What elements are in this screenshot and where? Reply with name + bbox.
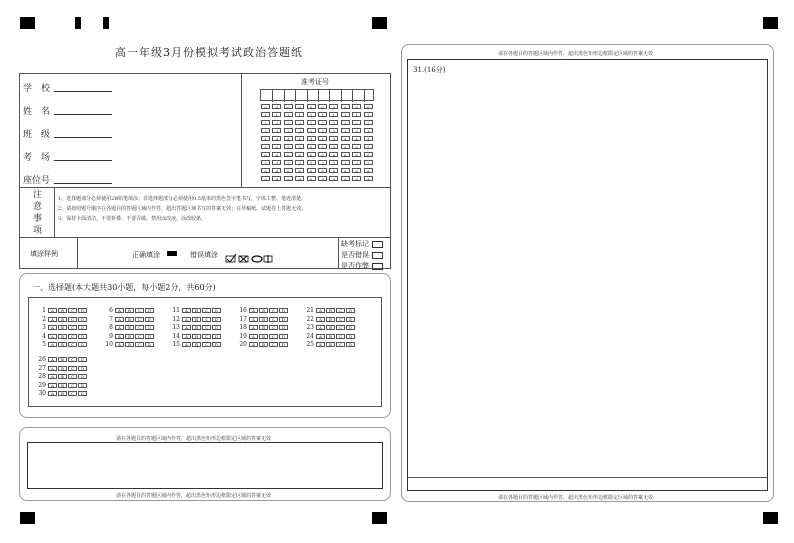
question-16: 16 A B C D bbox=[238, 307, 289, 314]
exam-digit-bubble[interactable]: 7 bbox=[364, 160, 373, 165]
exam-digit-bubble[interactable]: 6 bbox=[352, 152, 361, 157]
option-d-bubble[interactable]: D bbox=[346, 334, 355, 339]
option-d-bubble[interactable]: D bbox=[346, 308, 355, 313]
option-c-bubble[interactable]: C bbox=[336, 334, 345, 339]
question-29: 29 A B C D bbox=[37, 382, 88, 389]
option-d-bubble[interactable]: D bbox=[279, 342, 288, 347]
exam-digit-bubble[interactable]: 1 bbox=[364, 112, 373, 117]
answer-box[interactable] bbox=[27, 442, 383, 489]
exam-digit-bubble[interactable]: 0 bbox=[318, 104, 327, 109]
option-c-bubble[interactable]: C bbox=[68, 391, 77, 396]
option-a-bubble[interactable]: A bbox=[48, 366, 57, 371]
exam-digit-bubble[interactable]: 8 bbox=[284, 168, 293, 173]
option-d-bubble[interactable]: D bbox=[78, 334, 87, 339]
question-19: 19 A B C D bbox=[238, 333, 289, 340]
answer-area-right bbox=[401, 44, 774, 502]
exam-digit-bubble[interactable]: 3 bbox=[364, 128, 373, 133]
exam-digit-bubble[interactable]: 6 bbox=[284, 152, 293, 157]
option-c-bubble[interactable]: C bbox=[336, 308, 345, 313]
option-b-bubble[interactable]: B bbox=[192, 325, 201, 330]
option-a-bubble[interactable]: A bbox=[316, 325, 325, 330]
option-d-bubble[interactable]: D bbox=[145, 342, 154, 347]
exam-digit-bubble[interactable]: 2 bbox=[307, 120, 316, 125]
exam-digit-bubble[interactable]: 5 bbox=[329, 144, 338, 149]
option-c-bubble[interactable]: C bbox=[269, 325, 278, 330]
info-box bbox=[19, 73, 391, 269]
option-c-bubble[interactable]: C bbox=[68, 308, 77, 313]
option-a-bubble[interactable]: A bbox=[115, 308, 124, 313]
exam-digit-bubble[interactable]: 2 bbox=[352, 120, 361, 125]
option-d-bubble[interactable]: D bbox=[212, 342, 221, 347]
option-b-bubble[interactable]: B bbox=[192, 334, 201, 339]
exam-digit-bubble[interactable]: 2 bbox=[364, 120, 373, 125]
area-notice-top: 请在各题目的答题区域内作答，超出黑色矩形边框限定区域的答案无效 bbox=[116, 436, 272, 442]
choice-section bbox=[19, 273, 391, 418]
exam-digit-bubble[interactable]: 1 bbox=[329, 112, 338, 117]
correct-fill-icon bbox=[167, 251, 177, 256]
option-a-bubble[interactable]: A bbox=[182, 308, 191, 313]
exam-digit-bubble[interactable]: 3 bbox=[352, 128, 361, 133]
option-c-bubble[interactable]: C bbox=[68, 342, 77, 347]
option-a-bubble[interactable]: A bbox=[48, 374, 57, 379]
option-c-bubble[interactable]: C bbox=[202, 342, 211, 347]
option-a-bubble[interactable]: A bbox=[316, 317, 325, 322]
exam-digit-bubble[interactable]: 5 bbox=[364, 144, 373, 149]
option-d-bubble[interactable]: D bbox=[78, 308, 87, 313]
option-d-bubble[interactable]: D bbox=[78, 391, 87, 396]
option-a-bubble[interactable]: A bbox=[48, 308, 57, 313]
question-7: 7 A B C D bbox=[104, 316, 155, 323]
option-c-bubble[interactable]: C bbox=[68, 325, 77, 330]
exam-digit-bubble[interactable]: 2 bbox=[318, 120, 327, 125]
exam-digit-bubble[interactable]: 4 bbox=[364, 136, 373, 141]
question31-label: 31.(16分) bbox=[413, 66, 446, 74]
question-20: 20 A B C D bbox=[238, 341, 289, 348]
option-b-bubble[interactable]: B bbox=[259, 334, 268, 339]
question-6: 6 A B C D bbox=[104, 307, 155, 314]
exam-digit-bubble[interactable]: 1 bbox=[284, 112, 293, 117]
answer-area-left bbox=[19, 427, 391, 501]
option-c-bubble[interactable]: C bbox=[68, 334, 77, 339]
exam-digit-bubble[interactable]: 2 bbox=[329, 120, 338, 125]
seat-field[interactable] bbox=[54, 183, 112, 184]
question-14: 14 A B C D bbox=[171, 333, 222, 340]
option-c-bubble[interactable]: C bbox=[202, 325, 211, 330]
question-21: 21 A B C D bbox=[305, 307, 356, 314]
exam-digit-bubble[interactable]: 1 bbox=[307, 112, 316, 117]
option-c-bubble[interactable]: C bbox=[68, 357, 77, 362]
exam-digit-bubble[interactable]: 0 bbox=[364, 104, 373, 109]
option-a-bubble[interactable]: A bbox=[316, 308, 325, 313]
absent-mark[interactable]: 缺考标记 bbox=[341, 239, 383, 249]
option-c-bubble[interactable]: C bbox=[135, 325, 144, 330]
exam-digit-bubble[interactable]: 1 bbox=[261, 112, 270, 117]
option-d-bubble[interactable]: D bbox=[212, 317, 221, 322]
option-d-bubble[interactable]: D bbox=[279, 317, 288, 322]
exam-digit-bubble[interactable]: 8 bbox=[341, 168, 350, 173]
question-25: 25 A B C D bbox=[305, 341, 356, 348]
option-b-bubble[interactable]: B bbox=[125, 325, 134, 330]
right-notice-bottom: 请在各题目的答题区域内作答，超出黑色矩形边框限定区域的答案无效 bbox=[498, 495, 654, 501]
cheat-mark[interactable]: 是否作弊 bbox=[341, 261, 383, 271]
exam-digit-bubble[interactable]: 1 bbox=[341, 112, 350, 117]
option-c-bubble[interactable]: C bbox=[202, 334, 211, 339]
name-label: 姓 名 bbox=[23, 107, 51, 117]
exam-digit-bubble[interactable]: 0 bbox=[352, 104, 361, 109]
exam-digit-bubble[interactable]: 6 bbox=[307, 152, 316, 157]
exam-digit-bubble[interactable]: 3 bbox=[329, 128, 338, 133]
correct-fill-label: 正确填涂 bbox=[132, 251, 160, 259]
exam-digit-bubble[interactable]: 5 bbox=[318, 144, 327, 149]
exam-digit-bubble[interactable]: 7 bbox=[329, 160, 338, 165]
exam-number-title: 准考证号 bbox=[301, 78, 329, 86]
exam-digit-bubble[interactable]: 6 bbox=[364, 152, 373, 157]
exam-digit-bubble[interactable]: 3 bbox=[318, 128, 327, 133]
exam-digit-bubble[interactable]: 9 bbox=[307, 176, 316, 181]
option-a-bubble[interactable]: A bbox=[48, 317, 57, 322]
option-a-bubble[interactable]: A bbox=[316, 342, 325, 347]
exam-digit-bubble[interactable]: 7 bbox=[307, 160, 316, 165]
exam-digit-bubble[interactable]: 4 bbox=[329, 136, 338, 141]
option-d-bubble[interactable]: D bbox=[145, 325, 154, 330]
question-11: 11 A B C D bbox=[171, 307, 222, 314]
option-b-bubble[interactable]: B bbox=[192, 308, 201, 313]
exam-digit-bubble[interactable]: 7 bbox=[318, 160, 327, 165]
exam-digit-bubble[interactable]: 2 bbox=[284, 120, 293, 125]
area-notice-bottom: 请在各题目的答题区域内作答，超出黑色矩形边框限定区域的答案无效 bbox=[116, 493, 272, 499]
question-28: 28 A B C D bbox=[37, 373, 88, 380]
exam-digit-bubble[interactable]: 9 bbox=[364, 176, 373, 181]
exam-digit-bubble[interactable]: 9 bbox=[295, 176, 304, 181]
name-field[interactable] bbox=[54, 114, 112, 115]
option-b-bubble[interactable]: B bbox=[58, 391, 67, 396]
exam-digit-bubble[interactable]: 9 bbox=[329, 176, 338, 181]
question-2: 2 A B C D bbox=[37, 316, 88, 323]
wrong-fill-label: 错误填涂 bbox=[190, 251, 218, 259]
alignment-mark bbox=[103, 17, 109, 29]
exam-digit-bubble[interactable]: 8 bbox=[329, 168, 338, 173]
exam-digit-bubble[interactable]: 4 bbox=[295, 136, 304, 141]
choice-section-title: 一、选择题(本大题共30小题，每小题2分，共60分) bbox=[32, 283, 216, 292]
option-b-bubble[interactable]: B bbox=[192, 342, 201, 347]
exam-digit-bubble[interactable]: 4 bbox=[284, 136, 293, 141]
option-c-bubble[interactable]: C bbox=[68, 366, 77, 371]
question-27: 27 A B C D bbox=[37, 365, 88, 372]
exam-digit-bubble[interactable]: 4 bbox=[307, 136, 316, 141]
exam-digit-bubble[interactable]: 7 bbox=[352, 160, 361, 165]
option-b-bubble[interactable]: B bbox=[125, 317, 134, 322]
option-b-bubble[interactable]: B bbox=[259, 308, 268, 313]
option-c-bubble[interactable]: C bbox=[336, 342, 345, 347]
option-a-bubble[interactable]: A bbox=[48, 391, 57, 396]
exam-digit-bubble[interactable]: 3 bbox=[341, 128, 350, 133]
exam-digit-bubble[interactable]: 2 bbox=[261, 120, 270, 125]
exam-digit-bubble[interactable]: 9 bbox=[261, 176, 270, 181]
question-13: 13 A B C D bbox=[171, 324, 222, 331]
question31-box[interactable] bbox=[407, 59, 768, 491]
alignment-mark bbox=[763, 512, 778, 524]
option-d-bubble[interactable]: D bbox=[78, 325, 87, 330]
question-3: 3 A B C D bbox=[37, 324, 88, 331]
exam-digit-bubble[interactable]: 8 bbox=[352, 168, 361, 173]
exam-digit-bubble[interactable]: 6 bbox=[272, 152, 281, 157]
exam-digit-bubble[interactable]: 0 bbox=[341, 104, 350, 109]
option-d-bubble[interactable]: D bbox=[279, 325, 288, 330]
question-17: 17 A B C D bbox=[238, 316, 289, 323]
exam-digit-bubble[interactable]: 5 bbox=[341, 144, 350, 149]
option-b-bubble[interactable]: B bbox=[58, 342, 67, 347]
option-d-bubble[interactable]: D bbox=[145, 334, 154, 339]
option-a-bubble[interactable]: A bbox=[115, 342, 124, 347]
option-a-bubble[interactable]: A bbox=[48, 383, 57, 388]
exam-digit-bubble[interactable]: 5 bbox=[284, 144, 293, 149]
alignment-mark bbox=[763, 17, 778, 29]
option-b-bubble[interactable]: B bbox=[259, 342, 268, 347]
option-a-bubble[interactable]: A bbox=[249, 317, 258, 322]
option-d-bubble[interactable]: D bbox=[78, 383, 87, 388]
option-d-bubble[interactable]: D bbox=[212, 308, 221, 313]
option-b-bubble[interactable]: B bbox=[58, 366, 67, 371]
option-b-bubble[interactable]: B bbox=[259, 325, 268, 330]
exam-digit-bubble[interactable]: 9 bbox=[284, 176, 293, 181]
option-c-bubble[interactable]: C bbox=[336, 325, 345, 330]
option-c-bubble[interactable]: C bbox=[336, 317, 345, 322]
option-b-bubble[interactable]: B bbox=[259, 317, 268, 322]
exam-digit-bubble[interactable]: 2 bbox=[341, 120, 350, 125]
option-b-bubble[interactable]: B bbox=[326, 325, 335, 330]
exam-digit-bubble[interactable]: 9 bbox=[352, 176, 361, 181]
exam-digit-bubble[interactable]: 1 bbox=[295, 112, 304, 117]
exam-digit-bubble[interactable]: 6 bbox=[329, 152, 338, 157]
question-30: 30 A B C D bbox=[37, 390, 88, 397]
exam-digit-bubble[interactable]: 0 bbox=[261, 104, 270, 109]
option-b-bubble[interactable]: B bbox=[58, 308, 67, 313]
exam-digit-bubble[interactable]: 2 bbox=[295, 120, 304, 125]
exam-digit-bubble[interactable]: 3 bbox=[295, 128, 304, 133]
option-a-bubble[interactable]: A bbox=[249, 308, 258, 313]
exam-number-grid[interactable] bbox=[260, 89, 374, 185]
option-a-bubble[interactable]: A bbox=[182, 342, 191, 347]
exam-digit-bubble[interactable]: 9 bbox=[272, 176, 281, 181]
exam-digit-bubble[interactable]: 1 bbox=[272, 112, 281, 117]
exam-digit-bubble[interactable]: 3 bbox=[284, 128, 293, 133]
option-c-bubble[interactable]: C bbox=[135, 334, 144, 339]
option-c-bubble[interactable]: C bbox=[68, 383, 77, 388]
option-a-bubble[interactable]: A bbox=[249, 342, 258, 347]
option-c-bubble[interactable]: C bbox=[135, 342, 144, 347]
option-b-bubble[interactable]: B bbox=[58, 317, 67, 322]
option-a-bubble[interactable]: A bbox=[115, 325, 124, 330]
exam-digit-bubble[interactable]: 6 bbox=[318, 152, 327, 157]
option-b-bubble[interactable]: B bbox=[58, 325, 67, 330]
question-4: 4 A B C D bbox=[37, 333, 88, 340]
option-a-bubble[interactable]: A bbox=[48, 342, 57, 347]
notice-label: 注 意 事 项 bbox=[33, 190, 43, 236]
option-c-bubble[interactable]: C bbox=[68, 317, 77, 322]
exam-digit-bubble[interactable]: 2 bbox=[272, 120, 281, 125]
exam-digit-bubble[interactable]: 8 bbox=[364, 168, 373, 173]
notice-item: 3、保持卡面清洁，不要折叠、不要弄破，禁用涂改液，涂改胶条。 bbox=[58, 216, 207, 222]
page-title: 高一年级3月份模拟考试政治答题纸 bbox=[115, 46, 303, 59]
question-8: 8 A B C D bbox=[104, 324, 155, 331]
option-c-bubble[interactable]: C bbox=[269, 317, 278, 322]
exam-digit-bubble[interactable]: 1 bbox=[352, 112, 361, 117]
question-26: 26 A B C D bbox=[37, 356, 88, 363]
question-23: 23 A B C D bbox=[305, 324, 356, 331]
right-notice-top: 请在各题目的答题区域内作答，超出黑色矩形边框限定区域的答案无效 bbox=[498, 51, 654, 57]
exam-digit-bubble[interactable]: 4 bbox=[261, 136, 270, 141]
option-b-bubble[interactable]: B bbox=[192, 317, 201, 322]
class-label: 班 级 bbox=[23, 130, 51, 140]
alignment-mark bbox=[20, 17, 35, 29]
notice-item: 2、请按照题号顺序在各题目的答题区域内作答，超出答题区域书写的答案无效；在草稿纸、试题卷上答题无效。 bbox=[58, 206, 307, 212]
exam-digit-bubble[interactable]: 3 bbox=[261, 128, 270, 133]
exam-digit-bubble[interactable]: 0 bbox=[307, 104, 316, 109]
option-b-bubble[interactable]: B bbox=[58, 357, 67, 362]
option-c-bubble[interactable]: C bbox=[135, 308, 144, 313]
exam-digit-bubble[interactable]: 5 bbox=[272, 144, 281, 149]
question-24: 24 A B C D bbox=[305, 333, 356, 340]
question-22: 22 A B C D bbox=[305, 316, 356, 323]
option-d-bubble[interactable]: D bbox=[78, 374, 87, 379]
class-field[interactable] bbox=[54, 137, 112, 138]
option-d-bubble[interactable]: D bbox=[78, 357, 87, 362]
exam-digit-bubble[interactable]: 0 bbox=[272, 104, 281, 109]
option-c-bubble[interactable]: C bbox=[202, 317, 211, 322]
exam-digit-bubble[interactable]: 9 bbox=[318, 176, 327, 181]
question-10: 10 A B C D bbox=[104, 341, 155, 348]
option-c-bubble[interactable]: C bbox=[269, 342, 278, 347]
option-c-bubble[interactable]: C bbox=[269, 308, 278, 313]
option-a-bubble[interactable]: A bbox=[316, 334, 325, 339]
exam-digit-bubble[interactable]: 7 bbox=[272, 160, 281, 165]
option-b-bubble[interactable]: B bbox=[58, 383, 67, 388]
question-18: 18 A B C D bbox=[238, 324, 289, 331]
school-field[interactable] bbox=[54, 91, 112, 92]
alignment-mark bbox=[372, 17, 387, 29]
option-c-bubble[interactable]: C bbox=[135, 317, 144, 322]
alignment-mark bbox=[372, 512, 387, 524]
option-a-bubble[interactable]: A bbox=[48, 325, 57, 330]
exam-digit-bubble[interactable]: 8 bbox=[295, 168, 304, 173]
exam-digit-bubble[interactable]: 8 bbox=[318, 168, 327, 173]
option-b-bubble[interactable]: B bbox=[326, 308, 335, 313]
option-d-bubble[interactable]: D bbox=[346, 342, 355, 347]
question-15: 15 A B C D bbox=[171, 341, 222, 348]
fill-sample-label: 填涂样例 bbox=[30, 250, 58, 258]
option-b-bubble[interactable]: B bbox=[326, 317, 335, 322]
exam-digit-bubble[interactable]: 5 bbox=[295, 144, 304, 149]
exam-digit-bubble[interactable]: 7 bbox=[341, 160, 350, 165]
option-d-bubble[interactable]: D bbox=[78, 317, 87, 322]
question-9: 9 A B C D bbox=[104, 333, 155, 340]
exam-digit-bubble[interactable]: 4 bbox=[318, 136, 327, 141]
option-b-bubble[interactable]: B bbox=[125, 308, 134, 313]
exam-digit-bubble[interactable]: 6 bbox=[261, 152, 270, 157]
option-b-bubble[interactable]: B bbox=[326, 342, 335, 347]
option-d-bubble[interactable]: D bbox=[212, 334, 221, 339]
exam-digit-bubble[interactable]: 0 bbox=[284, 104, 293, 109]
exam-digit-bubble[interactable]: 6 bbox=[295, 152, 304, 157]
exam-digit-bubble[interactable]: 7 bbox=[284, 160, 293, 165]
exam-digit-bubble[interactable]: 4 bbox=[341, 136, 350, 141]
exam-digit-bubble[interactable]: 8 bbox=[261, 168, 270, 173]
option-d-bubble[interactable]: D bbox=[346, 317, 355, 322]
question-1: 1 A B C D bbox=[37, 307, 88, 314]
option-c-bubble[interactable]: C bbox=[68, 374, 77, 379]
option-a-bubble[interactable]: A bbox=[115, 334, 124, 339]
option-a-bubble[interactable]: A bbox=[249, 334, 258, 339]
option-a-bubble[interactable]: A bbox=[249, 325, 258, 330]
room-field[interactable] bbox=[54, 160, 112, 161]
option-d-bubble[interactable]: D bbox=[78, 342, 87, 347]
exam-digit-bubble[interactable]: 1 bbox=[318, 112, 327, 117]
exam-digit-bubble[interactable]: 9 bbox=[341, 176, 350, 181]
exam-digit-bubble[interactable]: 4 bbox=[352, 136, 361, 141]
option-d-bubble[interactable]: D bbox=[279, 308, 288, 313]
question-5: 5 A B C D bbox=[37, 341, 88, 348]
option-d-bubble[interactable]: D bbox=[78, 366, 87, 371]
exam-digit-bubble[interactable]: 7 bbox=[261, 160, 270, 165]
option-c-bubble[interactable]: C bbox=[202, 308, 211, 313]
option-a-bubble[interactable]: A bbox=[182, 334, 191, 339]
option-d-bubble[interactable]: D bbox=[212, 325, 221, 330]
option-b-bubble[interactable]: B bbox=[326, 334, 335, 339]
exam-digit-bubble[interactable]: 7 bbox=[295, 160, 304, 165]
option-a-bubble[interactable]: A bbox=[115, 317, 124, 322]
error-mark[interactable]: 是否错误 bbox=[341, 250, 383, 260]
exam-digit-bubble[interactable]: 3 bbox=[272, 128, 281, 133]
option-b-bubble[interactable]: B bbox=[58, 334, 67, 339]
exam-digit-bubble[interactable]: 5 bbox=[352, 144, 361, 149]
question-12: 12 A B C D bbox=[171, 316, 222, 323]
seat-label: 座位号 bbox=[23, 176, 51, 186]
option-a-bubble[interactable]: A bbox=[48, 334, 57, 339]
option-b-bubble[interactable]: B bbox=[125, 342, 134, 347]
option-a-bubble[interactable]: A bbox=[182, 325, 191, 330]
exam-digit-bubble[interactable]: 3 bbox=[307, 128, 316, 133]
wrong-fill-icons bbox=[225, 249, 273, 268]
alignment-mark bbox=[20, 512, 35, 524]
option-a-bubble[interactable]: A bbox=[182, 317, 191, 322]
exam-digit-bubble[interactable]: 4 bbox=[272, 136, 281, 141]
option-a-bubble[interactable]: A bbox=[48, 357, 57, 362]
option-b-bubble[interactable]: B bbox=[58, 374, 67, 379]
exam-digit-bubble[interactable]: 6 bbox=[341, 152, 350, 157]
alignment-mark bbox=[75, 17, 81, 29]
option-d-bubble[interactable]: D bbox=[145, 317, 154, 322]
notice-item: 1、选择题部分必须使用2B铅笔填涂；非选择题部分必须使用0.5毫米的黑色签字笔书写，字体工整、笔迹清楚。 bbox=[58, 196, 306, 202]
room-label: 考 场 bbox=[23, 153, 51, 163]
school-label: 学 校 bbox=[23, 84, 51, 94]
choice-grid bbox=[28, 297, 382, 407]
exam-digit-bubble[interactable]: 5 bbox=[261, 144, 270, 149]
option-b-bubble[interactable]: B bbox=[125, 334, 134, 339]
exam-digit-bubble[interactable]: 0 bbox=[295, 104, 304, 109]
option-d-bubble[interactable]: D bbox=[145, 308, 154, 313]
option-c-bubble[interactable]: C bbox=[269, 334, 278, 339]
exam-digit-bubble[interactable]: 8 bbox=[272, 168, 281, 173]
option-d-bubble[interactable]: D bbox=[346, 325, 355, 330]
exam-digit-bubble[interactable]: 5 bbox=[307, 144, 316, 149]
option-d-bubble[interactable]: D bbox=[279, 334, 288, 339]
exam-digit-bubble[interactable]: 0 bbox=[329, 104, 338, 109]
exam-digit-bubble[interactable]: 8 bbox=[307, 168, 316, 173]
